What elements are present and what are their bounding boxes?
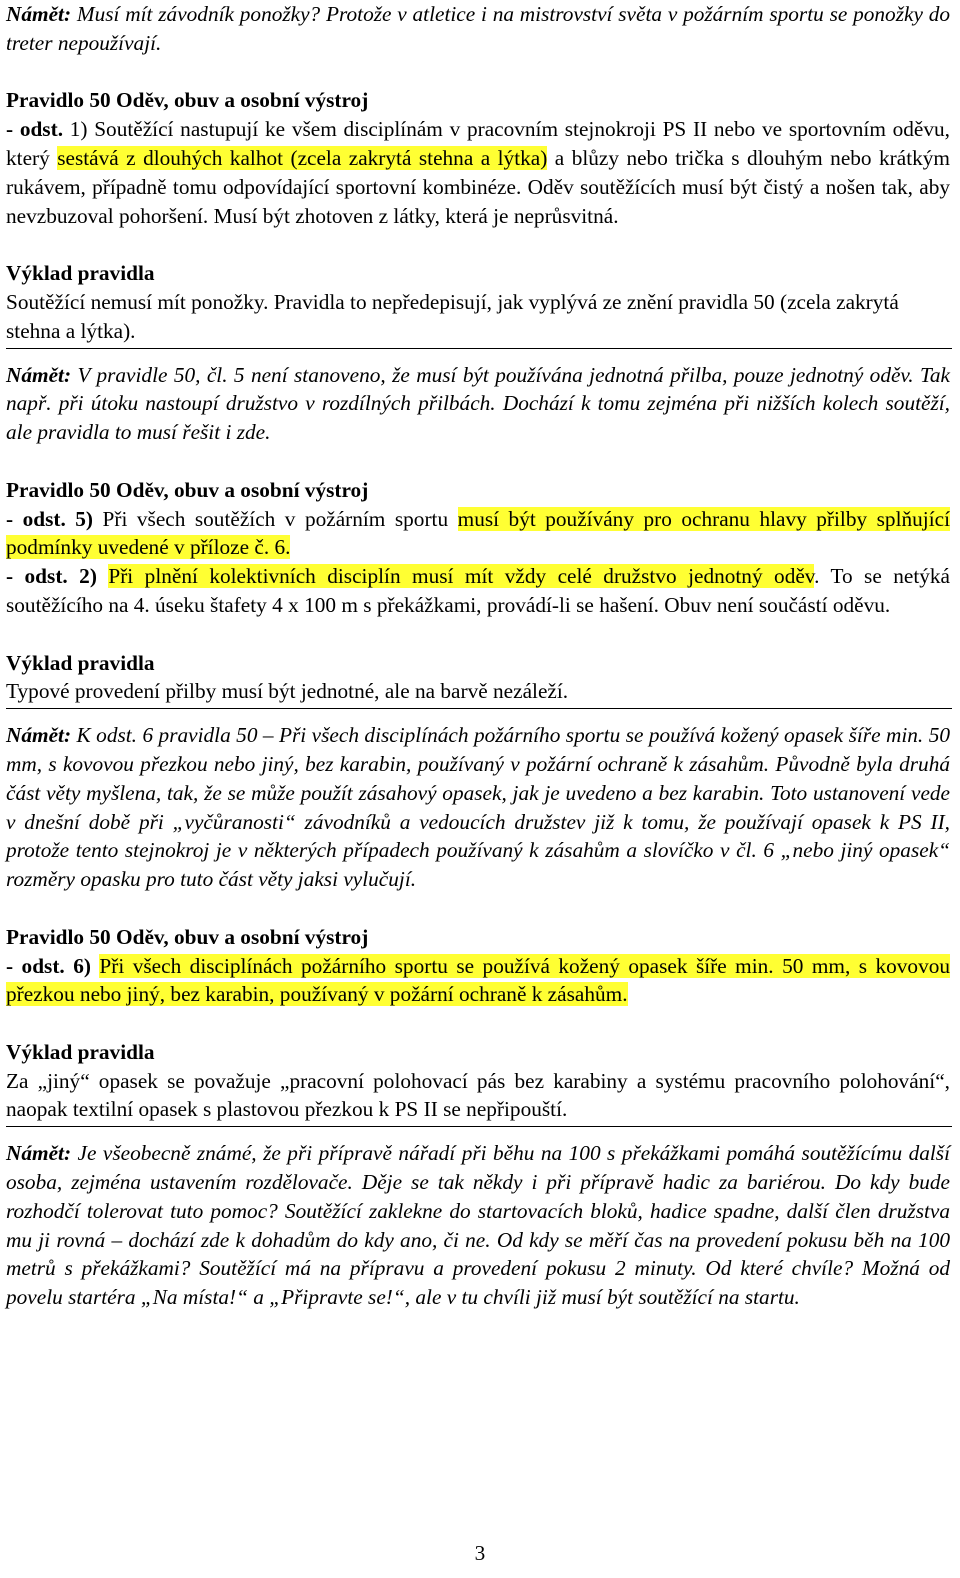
namet-text: K odst. 6 pravidla 50 – Při všech disciplínách požárního sportu se používá kožený opasek šíře min. 50 mm, s kovovou přezkou nebo jiný, bez karabin, používaný v požární ochraně k zásahům. Původně byla druhá část věty myšlena, tak, že se může použít zásahový opasek, jak je uvedeno a bez karabin. Toto ustanovení vede v dnešní době při „vyčůranosti“ závodníků a vedoucích družstev již k tomu, že používají opasek k PS II, protože tento stejnokroj je v některých případech používaný k zásahům a slovíčko v čl. 6 „nebo jiný opasek“ rozměry opasku pro tuto část věty jaksi vylučují. (6, 723, 950, 892)
page-number: 3 (474, 1541, 486, 1565)
highlighted-text: Při všech disciplínách požárního sportu se používá kožený opasek šíře min. 50 mm, s kovovou přezkou nebo jiný, bez karabin, používaný v požární ochraně k zásahům. (6, 953, 951, 1007)
rule-odst-6 (6, 952, 950, 1010)
highlighted-text: sestává z dlouhých kalhot (zcela zakrytá stehna a lýtka) (57, 145, 548, 170)
vyklad-heading: Výklad pravidla (6, 1039, 155, 1064)
namet-label: Námět: (6, 1141, 72, 1166)
rule-odst-5: - odst. 5) Při všech soutěžích v požárním sportu musí být používány pro ochranu hlavy přilby splňující podmínky uvedené v příloze č. 6. (6, 506, 950, 560)
namet-label: Námět: (6, 723, 72, 748)
vyklad-text: Soutěžící nemusí mít ponožky. Pravidla to nepředepisují, jak vyplývá ze znění pravidla 50 (zcela zakrytá stehna a lýtka). (6, 289, 899, 343)
rule-heading: Pravidlo 50 Oděv, obuv a osobní výstroj (6, 88, 369, 113)
vyklad-heading: Výklad pravidla (6, 261, 155, 286)
vyklad-heading: Výklad pravidla (6, 650, 155, 675)
namet-start (6, 1139, 950, 1312)
namet-text: V pravidle 50, čl. 5 není stanoveno, že musí být používána jednotná přilba, pouze jednotný oděv. Tak např. při útoku nastoupí družstvo v rozdílných přilbách. Dochází k tomu zejména při nižších kolech soutěží, ale pravidla to musí řešit i zde. (6, 362, 950, 445)
namet-text: Je všeobecně známé, že při přípravě nářadí při běhu na 100 s překážkami pomáhá soutěžícímu další osoba, zejména ustavením rozdělovače. Děje se tak někdy i při přípravě hadic za bariérou. Do kdy bude rozhodčí tolerovat tuto pomoc? Soutěžící zaklekne do startovacích bloků, hadice spadne, další člen družstva mu ji rovná – dochází zde k dohadům do kdy ano, či ne. Od kdy se měří čas na provedení pokusu běh na 100 metrů s překážkami? Soutěžící má na přípravu a provedení pokusu 2 minuty. Od které chvíle? Možná od povelu startéra „Na místa!“ a „Připravte se!“, ale v tu chvíli již musí být soutěžící na startu. (6, 1141, 950, 1310)
rule-heading: Pravidlo 50 Oděv, obuv a osobní výstroj (6, 477, 369, 502)
namet-label: Námět: (6, 362, 72, 387)
namet-opasek (6, 721, 950, 894)
odst-label: - odst. 6) (6, 953, 91, 978)
document-page (6, 0, 950, 1312)
odst-label: - odst. 5) (6, 506, 94, 531)
vyklad-text: Typové provedení přilby musí být jednotné, ale na barvě nezáleží. (6, 679, 569, 704)
rule-heading: Pravidlo 50 Oděv, obuv a osobní výstroj (6, 924, 369, 949)
namet-prilba (6, 361, 950, 447)
namet-label: Námět: (6, 2, 72, 26)
highlighted-text: musí být používány pro ochranu hlavy přilby splňující podmínky uvedené v příloze č. 6. (6, 506, 950, 560)
odst-label: - odst. 2) (6, 564, 97, 589)
highlighted-text: Při plnění kolektivních disciplín musí mít vždy celé družstvo jednotný oděv (108, 564, 815, 589)
rule-odst-2: - odst. 2) Při plnění kolektivních disciplín musí mít vždy celé družstvo jednotný oděv. To se netýká soutěžícího na 4. úseku štafety 4 x 100 m s překážkami, provádí-li se hašení. Obuv není součástí oděvu. (6, 564, 951, 617)
namet-text: Musí mít závodník ponožky? Protože v atletice i na mistrovství světa v požárním sportu se ponožky do treter nepoužívají. (6, 2, 950, 55)
odst-label: - odst. (6, 117, 64, 142)
vyklad-text: Za „jiný“ opasek se považuje „pracovní polohovací pás bez karabiny a systému pracovního polohování“, naopak textilní opasek s plastovou přezkou k PS II se nepřipouští. (6, 1068, 950, 1122)
namet-ponozky (6, 0, 950, 58)
rule-odst-1: - odst. 1) Soutěžící nastupují ke všem disciplínám v pracovním stejnokroji PS II nebo ve sportovním oděvu, který sestává z dlouhých kalhot (zcela zakrytá stehna a lýtka) a blůzy nebo trička s dlouhým nebo krátkým rukávem, případně tomu odpovídající sportovní kombinéze. Oděv soutěžících musí být čistý a nošen tak, aby nevzbuzoval pohoršení. Musí být zhotoven z látky, která je neprůsvitná. (6, 117, 950, 228)
